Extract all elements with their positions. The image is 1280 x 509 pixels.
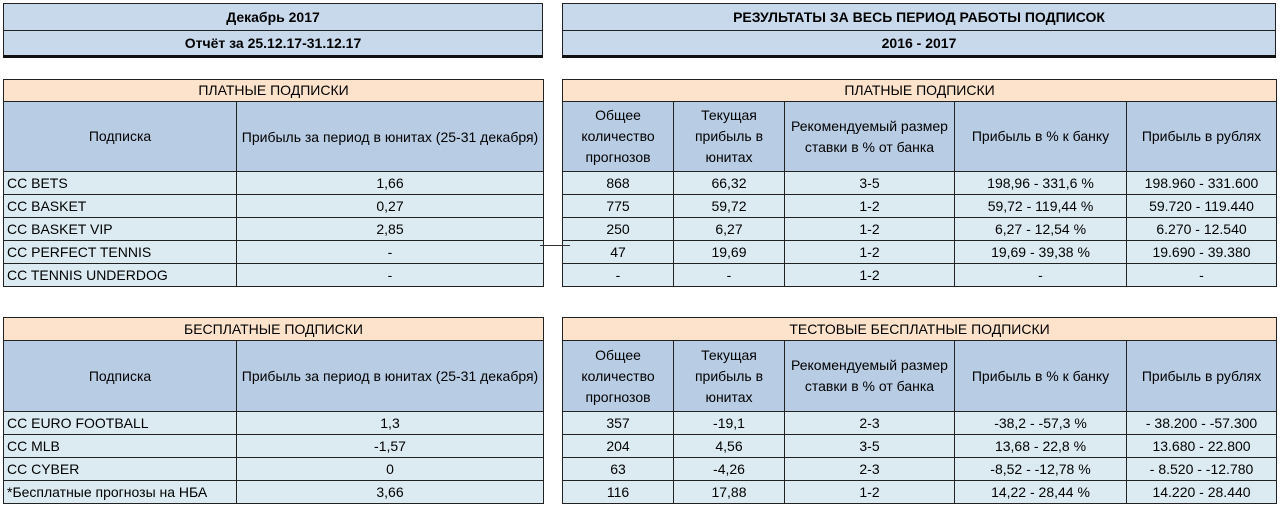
profit-rubles: - — [1127, 264, 1277, 287]
col-subscription: Подписка — [4, 341, 237, 412]
profit-rubles: 198.960 - 331.600 — [1127, 172, 1277, 195]
paid-right-section-title: ПЛАТНЫЕ ПОДПИСКИ — [563, 80, 1277, 102]
paid-section-title: ПЛАТНЫЕ ПОДПИСКИ — [4, 80, 544, 102]
profit-rubles: 6.270 - 12.540 — [1127, 218, 1277, 241]
profit-percent: 14,22 - 28,44 % — [955, 481, 1127, 504]
current-profit: 6,27 — [674, 218, 785, 241]
profit-percent: -8,52 - -12,78 % — [955, 458, 1127, 481]
col-current-profit: Текущая прибыль в юнитах — [674, 102, 785, 172]
col-subscription: Подписка — [4, 102, 237, 172]
total-forecasts: 204 — [563, 435, 674, 458]
current-profit: - — [674, 264, 785, 287]
total-forecasts: 63 — [563, 458, 674, 481]
profit-percent: 13,68 - 22,8 % — [955, 435, 1127, 458]
period-profit: 3,66 — [237, 481, 544, 504]
period-profit: 0 — [237, 458, 544, 481]
all-period-years: 2016 - 2017 — [563, 31, 1276, 57]
current-profit: 19,69 — [674, 241, 785, 264]
profit-rubles: 14.220 - 28.440 — [1127, 481, 1277, 504]
profit-rubles: 59.720 - 119.440 — [1127, 195, 1277, 218]
period-profit: - — [237, 264, 544, 287]
profit-rubles: - 38.200 - -57.300 — [1127, 412, 1277, 435]
total-forecasts: 775 — [563, 195, 674, 218]
report-range: Отчёт за 25.12.17-31.12.17 — [4, 31, 543, 57]
total-forecasts: 47 — [563, 241, 674, 264]
paid-period-table — [3, 79, 544, 287]
recommended-stake: 2-3 — [785, 412, 955, 435]
all-period-title: РЕЗУЛЬТАТЫ ЗА ВЕСЬ ПЕРИОД РАБОТЫ ПОДПИСОК — [563, 4, 1276, 31]
subscription-name: CC MLB — [4, 435, 237, 458]
col-period-profit: Прибыль за период в юнитах (25-31 декабря) — [237, 341, 544, 412]
col-period-profit: Прибыль за период в юнитах (25-31 декабря) — [237, 102, 544, 172]
recommended-stake: 2-3 — [785, 458, 955, 481]
test-free-section-title: ТЕСТОВЫЕ БЕСПЛАТНЫЕ ПОДПИСКИ — [563, 318, 1277, 341]
subscription-name: CC BASKET — [4, 195, 237, 218]
subscription-name: *Бесплатные прогнозы на НБА — [4, 481, 237, 504]
col-current-profit: Текущая прибыль в юнитах — [674, 341, 785, 412]
current-profit: 17,88 — [674, 481, 785, 504]
period-profit: 1,66 — [237, 172, 544, 195]
col-profit-rubles: Прибыль в рублях — [1127, 102, 1277, 172]
current-profit: 66,32 — [674, 172, 785, 195]
current-profit: 4,56 — [674, 435, 785, 458]
free-section-title: БЕСПЛАТНЫЕ ПОДПИСКИ — [4, 318, 544, 341]
subscription-name: CC CYBER — [4, 458, 237, 481]
recommended-stake: 1-2 — [785, 195, 955, 218]
col-total-forecasts: Общее количество прогнозов — [563, 102, 674, 172]
report-period-header — [3, 3, 543, 58]
col-recommended-stake: Рекомендуемый размер ставки в % от банка — [785, 102, 955, 172]
month-title: Декабрь 2017 — [4, 4, 543, 31]
col-profit-percent: Прибыль в % к банку — [955, 341, 1127, 412]
recommended-stake: 1-2 — [785, 481, 955, 504]
profit-rubles: 19.690 - 39.380 — [1127, 241, 1277, 264]
period-profit: -1,57 — [237, 435, 544, 458]
recommended-stake: 1-2 — [785, 218, 955, 241]
col-recommended-stake: Рекомендуемый размер ставки в % от банка — [785, 341, 955, 412]
profit-percent: 19,69 - 39,38 % — [955, 241, 1127, 264]
period-profit: - — [237, 241, 544, 264]
total-forecasts: - — [563, 264, 674, 287]
current-profit: -19,1 — [674, 412, 785, 435]
col-total-forecasts: Общее количество прогнозов — [563, 341, 674, 412]
test-free-table — [562, 317, 1277, 504]
profit-percent: -38,2 - -57,3 % — [955, 412, 1127, 435]
col-profit-percent: Прибыль в % к банку — [955, 102, 1127, 172]
subscription-name: CC BASKET VIP — [4, 218, 237, 241]
recommended-stake: 3-5 — [785, 172, 955, 195]
col-profit-rubles: Прибыль в рублях — [1127, 341, 1277, 412]
profit-rubles: 13.680 - 22.800 — [1127, 435, 1277, 458]
paid-all-period-table — [562, 79, 1277, 287]
profit-percent: 198,96 - 331,6 % — [955, 172, 1127, 195]
subscription-name: CC TENNIS UNDERDOG — [4, 264, 237, 287]
total-forecasts: 250 — [563, 218, 674, 241]
profit-rubles: - 8.520 - -12.780 — [1127, 458, 1277, 481]
recommended-stake: 1-2 — [785, 264, 955, 287]
recommended-stake: 1-2 — [785, 241, 955, 264]
total-forecasts: 357 — [563, 412, 674, 435]
subscription-name: CC EURO FOOTBALL — [4, 412, 237, 435]
subscription-name: CC BETS — [4, 172, 237, 195]
period-profit: 2,85 — [237, 218, 544, 241]
period-profit: 0,27 — [237, 195, 544, 218]
subscription-name: CC PERFECT TENNIS — [4, 241, 237, 264]
profit-percent: 6,27 - 12,54 % — [955, 218, 1127, 241]
recommended-stake: 3-5 — [785, 435, 955, 458]
total-forecasts: 116 — [563, 481, 674, 504]
all-period-header — [562, 3, 1276, 58]
free-period-table — [3, 317, 544, 504]
profit-percent: 59,72 - 119,44 % — [955, 195, 1127, 218]
period-profit: 1,3 — [237, 412, 544, 435]
current-profit: -4,26 — [674, 458, 785, 481]
current-profit: 59,72 — [674, 195, 785, 218]
total-forecasts: 868 — [563, 172, 674, 195]
profit-percent: - — [955, 264, 1127, 287]
row-connector-line — [540, 245, 570, 246]
